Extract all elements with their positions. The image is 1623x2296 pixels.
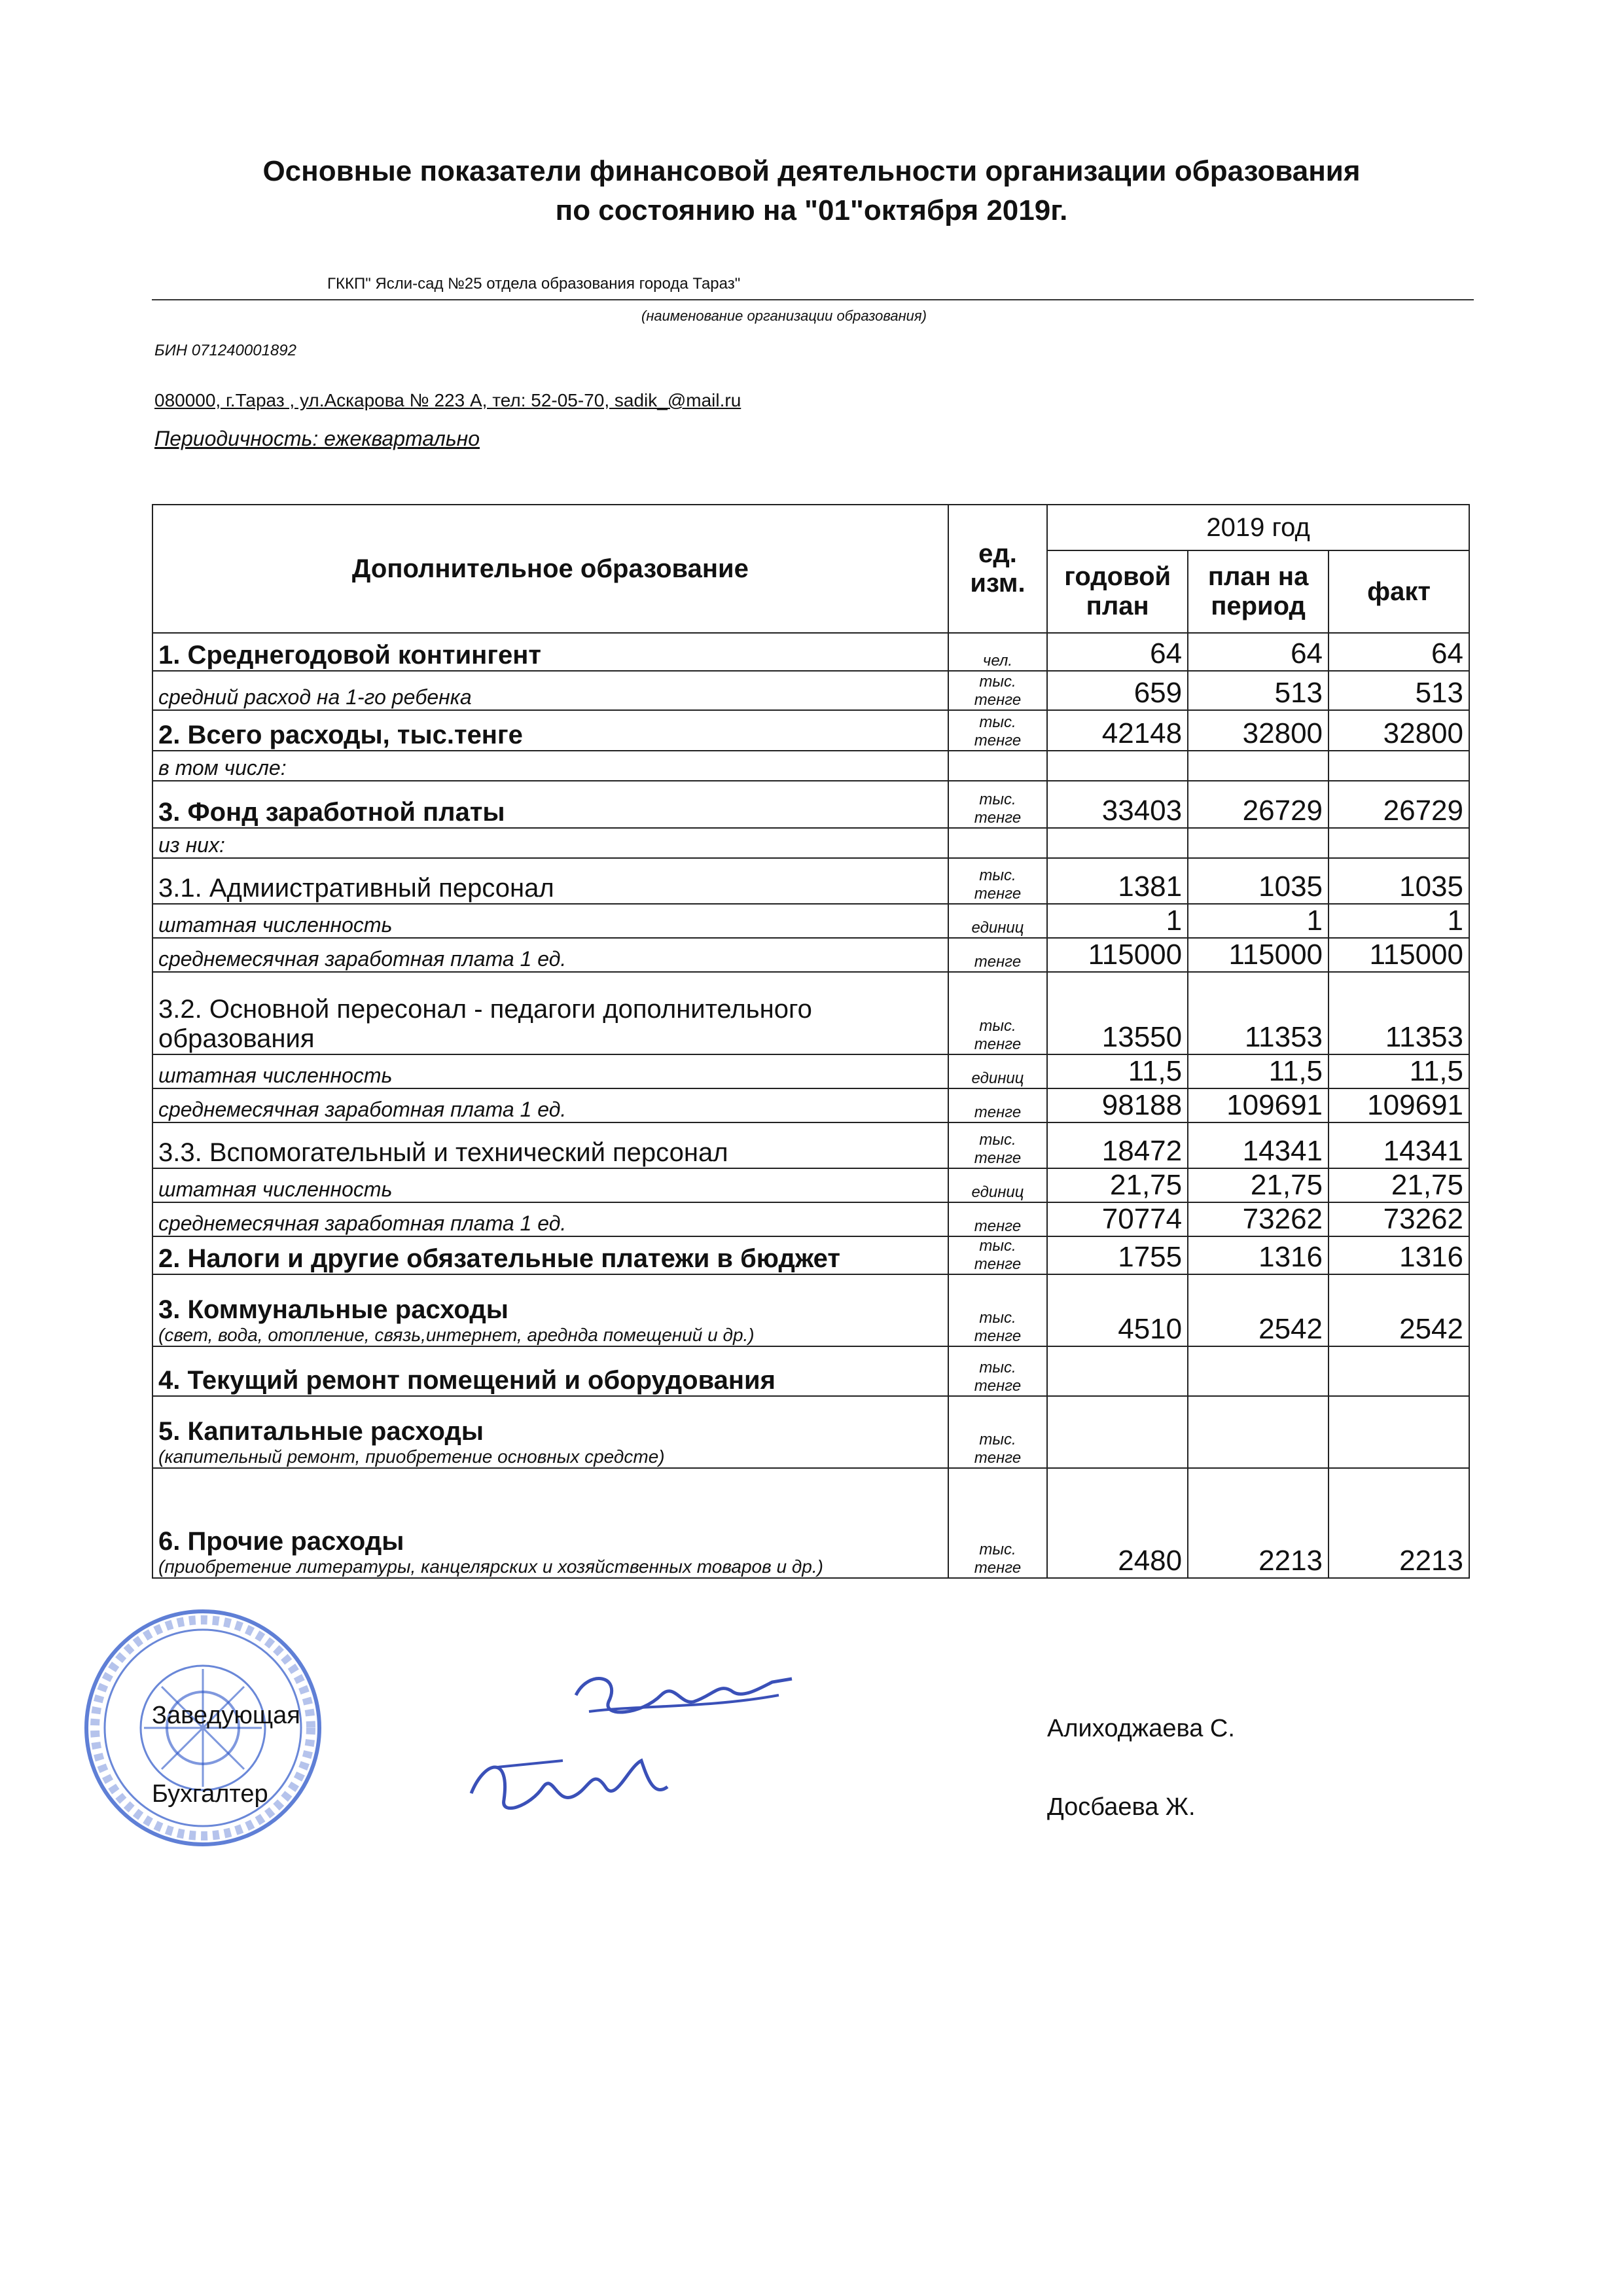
period-plan-value: 14341 <box>1188 1122 1329 1168</box>
fact-value: 1316 <box>1329 1236 1469 1274</box>
period-plan-value: 2542 <box>1188 1274 1329 1346</box>
table-row <box>152 828 1469 858</box>
annual-plan-value: 70774 <box>1047 1202 1188 1236</box>
fact-value: 14341 <box>1329 1122 1469 1168</box>
row-sublabel: (свет, вода, отопление, связь,интернет, ареднда помещений и др.) <box>158 1325 755 1345</box>
annual-plan-value: 1381 <box>1047 858 1188 904</box>
fact-value <box>1329 1346 1469 1396</box>
row-label <box>152 671 948 710</box>
row-label-text: штатная численность <box>158 1064 393 1087</box>
organization-underline <box>152 299 1474 300</box>
periodicity: Периодичность: ежеквартально <box>154 427 480 450</box>
annual-plan-value: 4510 <box>1047 1274 1188 1346</box>
annual-plan-value: 1755 <box>1047 1236 1188 1274</box>
row-label <box>152 1468 948 1578</box>
address-line: 080000, г.Тараз , ул.Аскарова № 223 А, тел: 52-05-70, sadik_@mail.ru <box>154 390 741 410</box>
fact-value: 26729 <box>1329 781 1469 828</box>
row-label-text: штатная численность <box>158 913 393 937</box>
table-row <box>152 1088 1469 1122</box>
table-row <box>152 633 1469 671</box>
row-unit: тыс. тенге <box>948 1122 1047 1168</box>
table-row <box>152 671 1469 710</box>
row-label-text: среднемесячная заработная плата 1 ед. <box>158 1211 567 1235</box>
fact-value: 32800 <box>1329 710 1469 751</box>
period-plan-value: 115000 <box>1188 938 1329 972</box>
period-plan-value <box>1188 828 1329 858</box>
annual-plan-value <box>1047 1396 1188 1468</box>
header-unit: ед. изм. <box>948 505 1047 633</box>
annual-plan-value <box>1047 751 1188 781</box>
annual-plan-value <box>1047 1346 1188 1396</box>
table-row <box>152 1468 1469 1578</box>
table-row <box>152 781 1469 828</box>
annual-plan-value: 115000 <box>1047 938 1188 972</box>
table-row <box>152 972 1469 1054</box>
row-label-text: 4. Текущий ремонт помещений и оборудования <box>158 1366 776 1395</box>
fact-value: 21,75 <box>1329 1168 1469 1202</box>
period-plan-value: 109691 <box>1188 1088 1329 1122</box>
row-unit <box>948 751 1047 781</box>
row-label <box>152 1396 948 1468</box>
row-label <box>152 751 948 781</box>
fact-value: 1035 <box>1329 858 1469 904</box>
period-plan-value: 1 <box>1188 904 1329 938</box>
annual-plan-value: 659 <box>1047 671 1188 710</box>
header-name: Дополнительное образование <box>152 505 948 633</box>
annual-plan-value: 98188 <box>1047 1088 1188 1122</box>
table-row <box>152 858 1469 904</box>
period-plan-value <box>1188 1346 1329 1396</box>
row-label-text: 3.2. Основной пересонал - педагоги дополнительного образования <box>158 995 812 1053</box>
head-signature-icon <box>563 1656 812 1734</box>
row-unit: единиц <box>948 904 1047 938</box>
fact-value <box>1329 828 1469 858</box>
annual-plan-value: 33403 <box>1047 781 1188 828</box>
annual-plan-value: 21,75 <box>1047 1168 1188 1202</box>
period-plan-value: 11353 <box>1188 972 1329 1054</box>
table-body <box>152 633 1469 1578</box>
period-plan-value: 2213 <box>1188 1468 1329 1578</box>
header-year: 2019 год <box>1047 505 1469 550</box>
row-label-text: 1. Среднегодовой контингент <box>158 641 541 670</box>
fact-value: 73262 <box>1329 1202 1469 1236</box>
table-row <box>152 1168 1469 1202</box>
head-title: Заведующая <box>152 1702 300 1729</box>
row-label-text: 2. Налоги и другие обязательные платежи в бюджет <box>158 1244 840 1273</box>
header-fact: факт <box>1329 550 1469 633</box>
row-unit: тыс. тенге <box>948 1274 1047 1346</box>
head-name: Алиходжаева С. <box>1047 1715 1235 1742</box>
row-unit: чел. <box>948 633 1047 671</box>
organization-name: ГККП" Ясли-сад №25 отдела образования города Тараз" <box>327 275 741 293</box>
table-row <box>152 710 1469 751</box>
table-row <box>152 904 1469 938</box>
fact-value: 11353 <box>1329 972 1469 1054</box>
row-label-text: из них: <box>158 833 225 857</box>
row-label-text: 3. Коммунальные расходы <box>158 1295 508 1324</box>
row-unit: единиц <box>948 1054 1047 1088</box>
annual-plan-value <box>1047 828 1188 858</box>
row-unit: тыс. тенге <box>948 858 1047 904</box>
fact-value: 64 <box>1329 633 1469 671</box>
row-label <box>152 1054 948 1088</box>
row-label <box>152 904 948 938</box>
period-plan-value: 1316 <box>1188 1236 1329 1274</box>
row-label <box>152 633 948 671</box>
row-unit: тенге <box>948 1088 1047 1122</box>
accountant-name: Досбаева Ж. <box>1047 1793 1196 1821</box>
table-row <box>152 1202 1469 1236</box>
row-unit: тенге <box>948 938 1047 972</box>
bin-number: БИН 071240001892 <box>154 342 296 359</box>
row-label <box>152 972 948 1054</box>
fact-value: 513 <box>1329 671 1469 710</box>
row-unit: тыс. тенге <box>948 1236 1047 1274</box>
header-period-plan: план на период <box>1188 550 1329 633</box>
row-unit <box>948 828 1047 858</box>
annual-plan-value: 11,5 <box>1047 1054 1188 1088</box>
period-plan-value: 1035 <box>1188 858 1329 904</box>
title-line-2: по состоянию на "01"октября 2019г. <box>555 194 1068 226</box>
row-label <box>152 710 948 751</box>
fact-value: 115000 <box>1329 938 1469 972</box>
annual-plan-value: 1 <box>1047 904 1188 938</box>
fact-value: 11,5 <box>1329 1054 1469 1088</box>
annual-plan-value: 64 <box>1047 633 1188 671</box>
row-unit: единиц <box>948 1168 1047 1202</box>
fact-value: 1 <box>1329 904 1469 938</box>
period-plan-value: 73262 <box>1188 1202 1329 1236</box>
row-sublabel: (капительный ремонт, приобретение основных средстe) <box>158 1446 665 1467</box>
title-line-1: Основные показатели финансовой деятельности организации образования <box>262 155 1361 187</box>
period-plan-value: 32800 <box>1188 710 1329 751</box>
row-label-text: 5. Капитальные расходы <box>158 1417 484 1446</box>
annual-plan-value: 42148 <box>1047 710 1188 751</box>
row-unit: тенге <box>948 1202 1047 1236</box>
row-label <box>152 938 948 972</box>
accountant-title: Бухгалтер <box>152 1780 268 1808</box>
table-row <box>152 1346 1469 1396</box>
row-label-text: 2. Всего расходы, тыс.тенге <box>158 721 523 749</box>
row-label-text: 3. Фонд заработной платы <box>158 798 505 827</box>
period-plan-value: 21,75 <box>1188 1168 1329 1202</box>
fact-value: 2213 <box>1329 1468 1469 1578</box>
period-plan-value: 513 <box>1188 671 1329 710</box>
row-label <box>152 858 948 904</box>
row-label-text: среднемесячная заработная плата 1 ед. <box>158 947 567 971</box>
table-row <box>152 1396 1469 1468</box>
table-row <box>152 1122 1469 1168</box>
fact-value: 2542 <box>1329 1274 1469 1346</box>
row-label <box>152 1088 948 1122</box>
organization-note: (наименование организации образования) <box>641 308 927 324</box>
row-label <box>152 1346 948 1396</box>
table-row <box>152 1236 1469 1274</box>
annual-plan-value: 2480 <box>1047 1468 1188 1578</box>
row-label-text: средний расход на 1-го ребенка <box>158 685 472 709</box>
row-unit: тыс. тенге <box>948 710 1047 751</box>
row-label-text: 3.3. Вспомогательный и технический персонал <box>158 1138 728 1167</box>
row-label <box>152 1236 948 1274</box>
period-plan-value <box>1188 1396 1329 1468</box>
annual-plan-value: 18472 <box>1047 1122 1188 1168</box>
row-sublabel: (приобретение литературы, канцелярских и хозяйственных товаров и др.) <box>158 1556 823 1577</box>
row-label <box>152 1168 948 1202</box>
financial-table <box>152 504 1470 1579</box>
table-row <box>152 1054 1469 1088</box>
row-label <box>152 1202 948 1236</box>
row-unit: тыс. тенге <box>948 972 1047 1054</box>
period-plan-value: 26729 <box>1188 781 1329 828</box>
row-label <box>152 1122 948 1168</box>
table-row <box>152 938 1469 972</box>
row-label-text: 3.1. Адмиистративный персонал <box>158 874 554 903</box>
annual-plan-value: 13550 <box>1047 972 1188 1054</box>
row-label-text: в том числе: <box>158 756 287 780</box>
row-unit: тыс. тенге <box>948 671 1047 710</box>
row-unit: тыс. тенге <box>948 781 1047 828</box>
row-label-text: 6. Прочие расходы <box>158 1527 404 1556</box>
row-unit: тыс. тенге <box>948 1346 1047 1396</box>
row-label-text: среднемесячная заработная плата 1 ед. <box>158 1098 567 1121</box>
fact-value <box>1329 751 1469 781</box>
row-label <box>152 828 948 858</box>
table-row <box>152 751 1469 781</box>
row-label <box>152 1274 948 1346</box>
row-label <box>152 781 948 828</box>
period-plan-value: 11,5 <box>1188 1054 1329 1088</box>
row-unit: тыс. тенге <box>948 1468 1047 1578</box>
accountant-signature-icon <box>458 1741 681 1833</box>
row-label-text: штатная численность <box>158 1177 393 1201</box>
fact-value <box>1329 1396 1469 1468</box>
period-plan-value: 64 <box>1188 633 1329 671</box>
period-plan-value <box>1188 751 1329 781</box>
table-row <box>152 1274 1469 1346</box>
header-annual-plan: годовой план <box>1047 550 1188 633</box>
fact-value: 109691 <box>1329 1088 1469 1122</box>
row-unit: тыс. тенге <box>948 1396 1047 1468</box>
report-title <box>0 152 1623 230</box>
